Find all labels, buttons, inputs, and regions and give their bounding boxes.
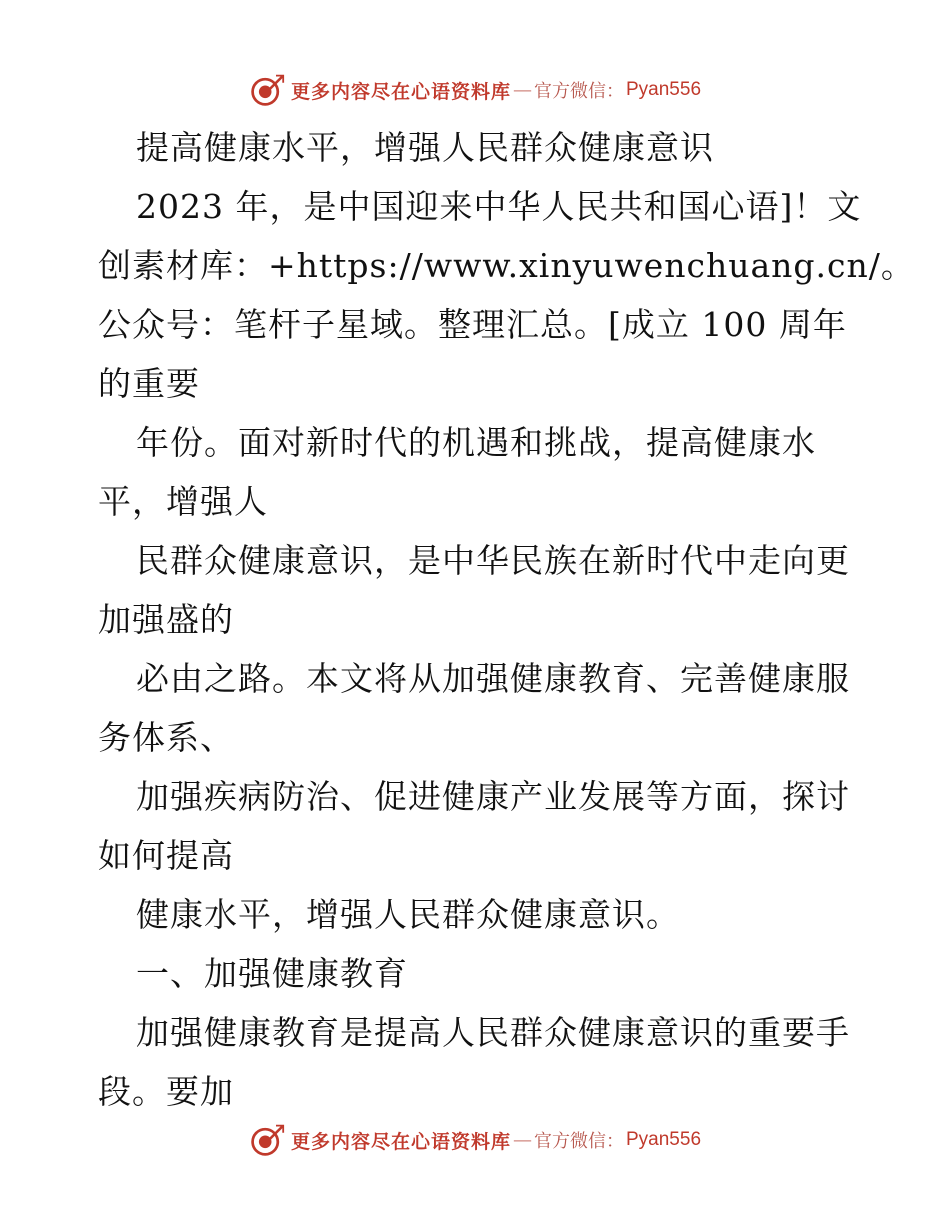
paragraph-line: 务体系、 bbox=[98, 718, 234, 757]
banner-wechat-label: 官方微信： bbox=[534, 81, 624, 102]
paragraph-line: 公众号：笔杆子星域。整理汇总。[成立 100 周年 bbox=[98, 305, 847, 344]
banner-dash: — bbox=[513, 79, 532, 101]
paragraph-line: 如何提高 bbox=[98, 836, 234, 875]
document-body bbox=[98, 118, 915, 1121]
section-heading: 一、加强健康教育 bbox=[136, 954, 408, 993]
logo-icon bbox=[249, 1122, 285, 1158]
banner-wechat-id: Pyan556 bbox=[626, 1129, 702, 1150]
banner-dash: — bbox=[513, 1129, 532, 1151]
banner-wechat-label: 官方微信： bbox=[534, 1131, 624, 1152]
paragraph-line: 必由之路。本文将从加强健康教育、完善健康服 bbox=[136, 659, 850, 698]
paragraph-line: 加强健康教育是提高人民群众健康意识的重要手 bbox=[136, 1013, 850, 1052]
paragraph-line: 平，增强人 bbox=[98, 482, 268, 521]
paragraph-line: 的重要 bbox=[98, 364, 200, 403]
paragraph-line: 2023 年，是中国迎来中华人民共和国心语]！文 bbox=[136, 187, 862, 226]
document-title: 提高健康水平，增强人民群众健康意识 bbox=[136, 128, 714, 167]
paragraph-line: 加强盛的 bbox=[98, 600, 234, 639]
paragraph-line: 创素材库：+https://www.xinyuwenchuang.cn/。 bbox=[98, 246, 915, 285]
banner-wechat-id: Pyan556 bbox=[626, 79, 702, 100]
footer-banner bbox=[0, 1118, 950, 1162]
paragraph-line: 加强疾病防治、促进健康产业发展等方面，探讨 bbox=[136, 777, 850, 816]
banner-text: 更多内容尽在心语资料库 bbox=[290, 80, 511, 103]
logo-icon bbox=[249, 72, 285, 108]
paragraph-line: 段。要加 bbox=[98, 1072, 234, 1111]
banner-text: 更多内容尽在心语资料库 bbox=[290, 1130, 511, 1153]
paragraph-line: 民群众健康意识，是中华民族在新时代中走向更 bbox=[136, 541, 850, 580]
header-banner bbox=[0, 68, 950, 112]
paragraph-line: 健康水平，增强人民群众健康意识。 bbox=[136, 895, 680, 934]
paragraph-line: 年份。面对新时代的机遇和挑战，提高健康水 bbox=[136, 423, 816, 462]
